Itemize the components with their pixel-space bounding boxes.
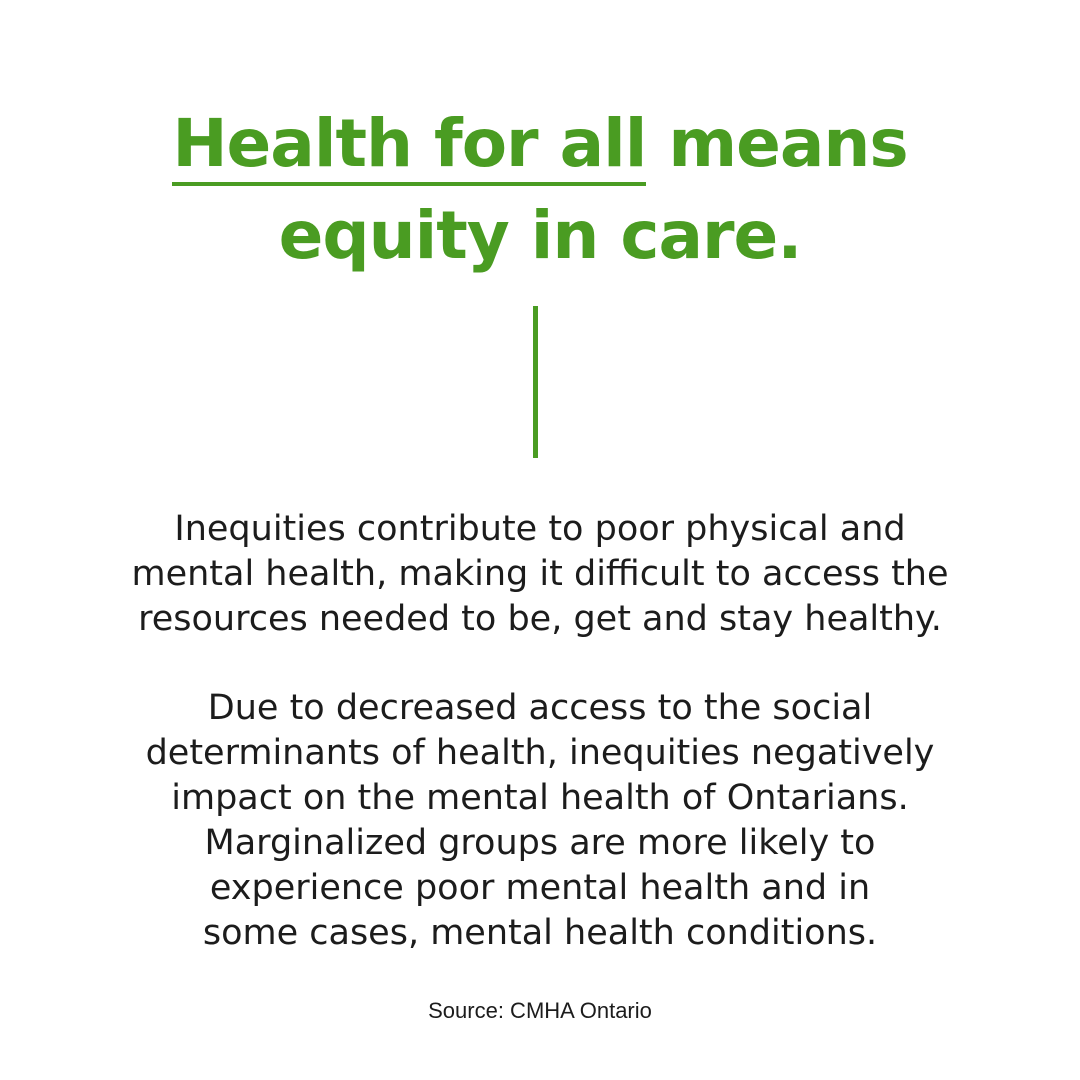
headline-rest: means xyxy=(646,105,908,182)
paragraph-inequities xyxy=(60,507,1020,642)
paragraph-line: Marginalized groups are more likely to xyxy=(204,823,876,863)
vertical-divider xyxy=(533,306,538,458)
paragraph-line: resources needed to be, get and stay healthy. xyxy=(138,599,942,639)
headline-line2: equity in care. xyxy=(278,197,802,274)
headline xyxy=(0,98,1080,282)
headline-emphasis: Health for all xyxy=(172,105,646,186)
paragraph-line: some cases, mental health conditions. xyxy=(202,913,878,953)
paragraph-line: experience poor mental health and in xyxy=(209,868,871,908)
paragraph-line: mental health, making it difficult to access the xyxy=(131,554,949,594)
paragraph-determinants xyxy=(60,686,1020,956)
paragraph-line: impact on the mental health of Ontarians. xyxy=(171,778,909,818)
paragraph-line: determinants of health, inequities negatively xyxy=(145,733,935,773)
source-credit: Source: CMHA Ontario xyxy=(428,998,652,1023)
paragraph-line: Due to decreased access to the social xyxy=(207,688,873,728)
paragraph-line: Inequities contribute to poor physical and xyxy=(174,509,906,549)
